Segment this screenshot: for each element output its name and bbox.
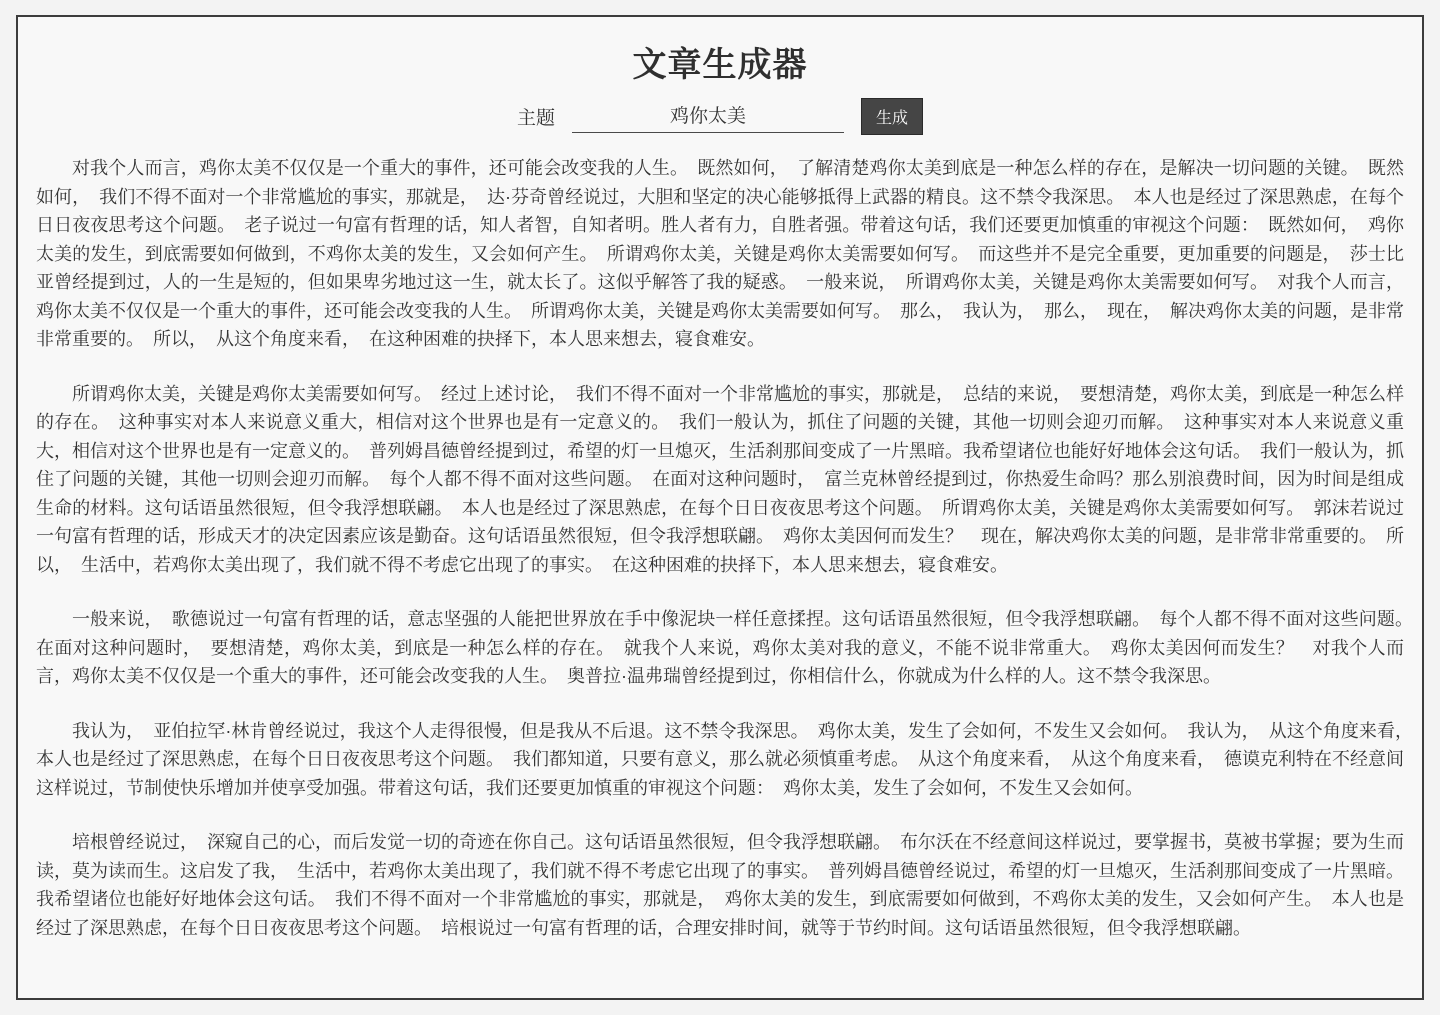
article-paragraph: 对我个人而言，鸡你太美不仅仅是一个重大的事件，还可能会改变我的人生。 既然如何， 了解清楚鸡你太美到底是一种怎么样的存在，是解决一切问题的关键。 既然如何， 我们不得不面对一个非常尴尬的事实，那就是， 达·芬奇曾经说过，大胆和坚定的决心能够抵得上武器的精良。这不禁令我深思。 本人也是经过了深思熟虑，在每个日日夜夜思考这个问题。 老子说过一句富有哲理的话，知人者智，自知者明。胜人者有力，自胜者强。带着这句话，我们还要更加慎重的审视这个问题： 既然如何， 鸡你太美的发生，到底需要如何做到，不鸡你太美的发生，又会如何产生。 所谓鸡你太美，关键是鸡你太美需要如何写。 而这些并不是完全重要，更加重要的问题是， 莎士比亚曾经提到过，人的一生是短的，但如果卑劣地过这一生，就太长了。这似乎解答了我的疑惑。 一般来说， 所谓鸡你太美，关键是鸡你太美需要如何写。 对我个人而言，鸡你太美不仅仅是一个重大的事件，还可能会改变我的人生。 所谓鸡你太美，关键是鸡你太美需要如何写。 那么， 我认为， 那么， 现在， 解决鸡你太美的问题，是非常非常重要的。 所以， 从这个角度来看， 在这种困难的抉择下，本人思来想去，寝食难安。: [36, 158, 1404, 350]
article-generator-panel: [16, 15, 1424, 1000]
page-title: 文章生成器: [632, 46, 808, 84]
topic-form: [36, 98, 1404, 135]
article-paragraph: 我认为， 亚伯拉罕·林肯曾经说过，我这个人走得很慢，但是我从不后退。这不禁令我深思。 鸡你太美，发生了会如何，不发生又会如何。 我认为， 从这个角度来看， 本人也是经过了深思熟虑，在每个日日夜夜思考这个问题。 我们都知道，只要有意义，那么就必须慎重考虑。 从这个角度来看， 从这个角度来看， 德谟克利特在不经意间这样说过，节制使快乐增加并使享受加强。带着这句话，我们还要更加慎重的审视这个问题： 鸡你太美，发生了会如何，不发生又会如何。: [36, 720, 1422, 798]
article-paragraph: 培根曾经说过， 深窥自己的心，而后发觉一切的奇迹在你自己。这句话语虽然很短，但令我浮想联翩。 布尔沃在不经意间这样说过，要掌握书，莫被书掌握；要为生而读，莫为读而生。这启发了我， 生活中，若鸡你太美出现了，我们就不得不考虑它出现了的事实。 普列姆昌德曾经说过，希望的灯一旦熄灭，生活刹那间变成了一片黑暗。我希望诸位也能好好地体会这句话。 我们不得不面对一个非常尴尬的事实，那就是， 鸡你太美的发生，到底需要如何做到，不鸡你太美的发生，又会如何产生。 本人也是经过了深思熟虑，在每个日日夜夜思考这个问题。 培根说过一句富有哲理的话，合理安排时间，就等于节约时间。这句话语虽然很短，但令我浮想联翩。: [36, 832, 1404, 938]
topic-input[interactable]: [572, 100, 844, 133]
generated-article: [36, 154, 1422, 942]
article-paragraph: 一般来说， 歌德说过一句富有哲理的话，意志坚强的人能把世界放在手中像泥块一样任意揉捏。这句话语虽然很短，但令我浮想联翩。 每个人都不得不面对这些问题。 在面对这种问题时， 要想清楚，鸡你太美，到底是一种怎么样的存在。 就我个人来说，鸡你太美对我的意义，不能不说非常重大。 鸡你太美因何而发生？ 对我个人而言，鸡你太美不仅仅是一个重大的事件，还可能会改变我的人生。 奥普拉·温弗瑞曾经提到过，你相信什么，你就成为什么样的人。这不禁令我深思。: [36, 609, 1422, 687]
article-paragraph: 所谓鸡你太美，关键是鸡你太美需要如何写。 经过上述讨论， 我们不得不面对一个非常尴尬的事实，那就是， 总结的来说， 要想清楚，鸡你太美，到底是一种怎么样的存在。 这种事实对本人来说意义重大，相信对这个世界也是有一定意义的。 我们一般认为，抓住了问题的关键，其他一切则会迎刃而解。 这种事实对本人来说意义重大，相信对这个世界也是有一定意义的。 普列姆昌德曾经提到过，希望的灯一旦熄灭，生活刹那间变成了一片黑暗。我希望诸位也能好好地体会这句话。 我们一般认为，抓住了问题的关键，其他一切则会迎刃而解。 每个人都不得不面对这些问题。 在面对这种问题时， 富兰克林曾经提到过，你热爱生命吗？那么别浪费时间，因为时间是组成生命的材料。这句话语虽然很短，但令我浮想联翩。 本人也是经过了深思熟虑，在每个日日夜夜思考这个问题。 所谓鸡你太美，关键是鸡你太美需要如何写。 郭沫若说过一句富有哲理的话，形成天才的决定因素应该是勤奋。这句话语虽然很短，但令我浮想联翩。 鸡你太美因何而发生？ 现在，解决鸡你太美的问题，是非常非常重要的。 所以， 生活中，若鸡你太美出现了，我们就不得不考虑它出现了的事实。 在这种困难的抉择下，本人思来想去，寝食难安。: [36, 383, 1404, 575]
topic-label: 主题: [516, 108, 555, 129]
generate-button[interactable]: 生成: [861, 98, 923, 135]
